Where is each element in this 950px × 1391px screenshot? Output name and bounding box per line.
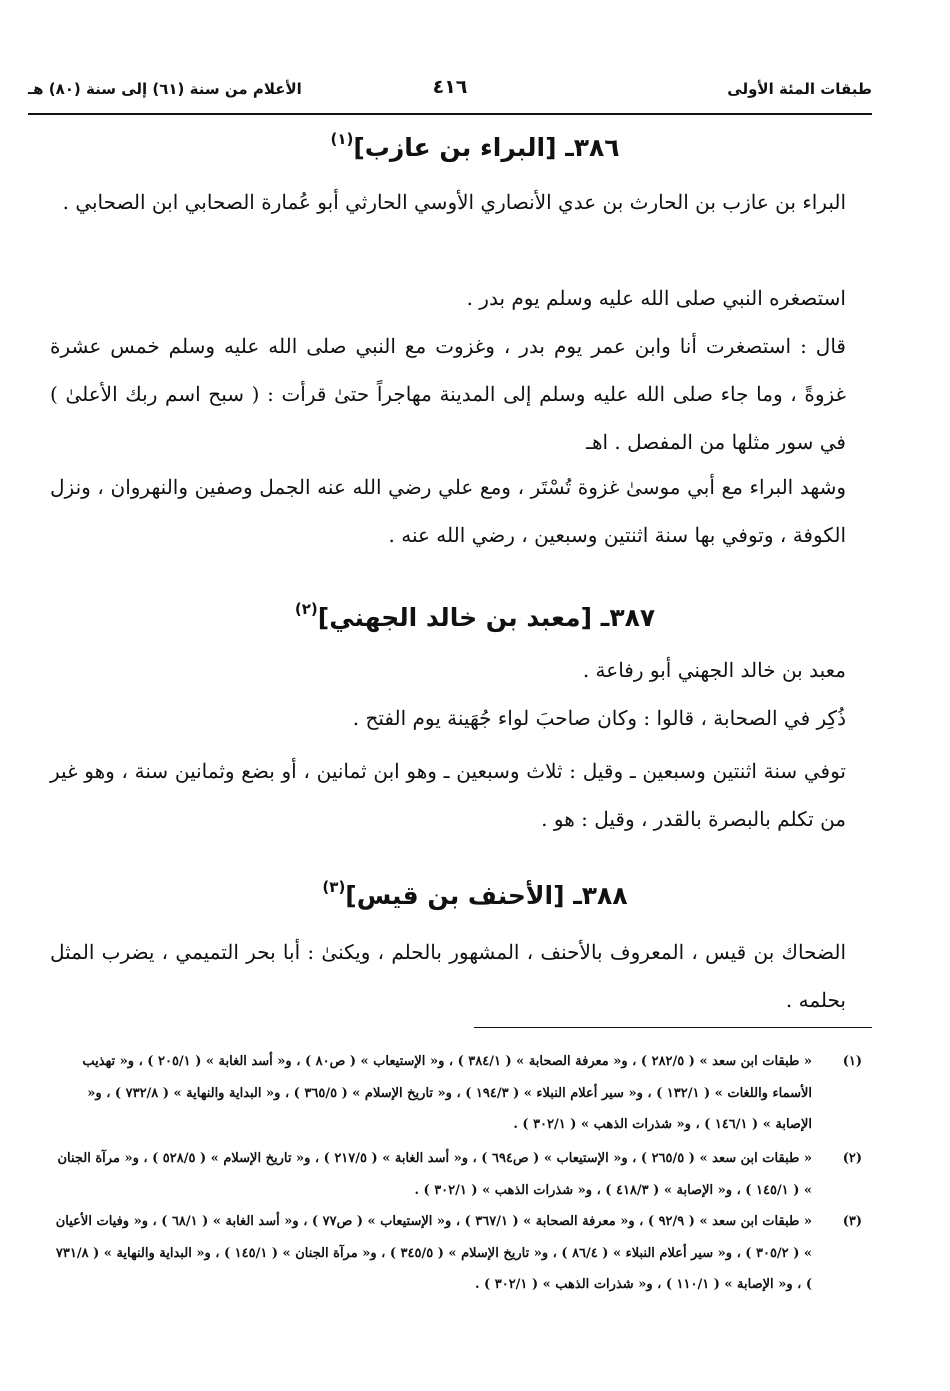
- footnote-2: [50, 1143, 862, 1206]
- footnote-text: « طبقات ابن سعد » ( ٩٢/٩ ) ، و« معرفة الصحابة » ( ٣٦٧/١ ) ، و« الإستيعاب » ( ص٧٧ ) ، و« أسد الغابة » ( ٦٨/١ ) ، و« وفيات الأعيان » ( ٣٠٥/٢ ) ، و« سير أعلام النبلاء » ( ٨٦/٤ ) ، و« تاريخ الإسلام » ( ٣٤٥/٥ ) ، و« مرآة الجنان » ( ١٤٥/١ ) ، و« البداية والنهاية » ( ٧٣١/٨ ) ، و« الإصابة » ( ١١٠/١ ) ، و« شذرات الذهب » ( ٣٠٢/١ ) .: [55, 1214, 812, 1292]
- entry-title: ٣٨٧ـ [معبد بن خالد الجهني]: [317, 603, 656, 632]
- footnote-number: (١): [842, 1054, 862, 1069]
- entry-paragraph: ذُكِر في الصحابة ، قالوا : وكان صاحبَ لواء جُهَينة يوم الفتح .: [352, 706, 846, 730]
- entry-title: ٣٨٦ـ [البراء بن عازب]: [353, 133, 620, 162]
- book-title-header: طبقات المئة الأولى: [727, 80, 872, 98]
- running-header: [28, 74, 872, 110]
- entry-paragraph: استصغره النبي صلى الله عليه وسلم يوم بدر .: [466, 286, 846, 310]
- entry-heading-388: [60, 878, 890, 910]
- entry-heading-387: [60, 600, 890, 632]
- footnote-number: (٢): [842, 1151, 862, 1166]
- entry-paragraph: قال : استصغرت أنا وابن عمر يوم بدر ، وغزوت مع النبي صلى الله عليه وسلم خمس عشرة غزوةً ، وما جاء صلى الله عليه وسلم إلى المدينة مهاجراً حتىٰ قرأت : ( سبح اسم ربك الأعلىٰ ) في سور مثلها من المفصل . اهـ: [50, 334, 846, 454]
- entry-paragraph: البراء بن عازب بن الحارث بن عدي الأنصاري الأوسي الحارثي أبو عُمارة الصحابي ابن الصحابي .: [62, 190, 846, 214]
- page-number: ٤١٦: [432, 76, 468, 98]
- footnote-separator: [474, 1027, 872, 1028]
- footnote-marker: (٢): [294, 600, 318, 618]
- footnote-text: « طبقات ابن سعد » ( ٢٨٢/٥ ) ، و« معرفة الصحابة » ( ٣٨٤/١ ) ، و« الإستيعاب » ( ص٨٠ ) ، و« أسد الغابة » ( ٢٠٥/١ ) ، و« تهذيب الأسماء واللغات » ( ١٣٢/١ ) ، و« سير أعلام النبلاء » ( ١٩٤/٣ ) ، و« تاريخ الإسلام » ( ٣٦٥/٥ ) ، و« البداية والنهاية » ( ٧٣٢/٨ ) ، و« الإصابة » ( ١٤٦/١ ) ، و« شذرات الذهب » ( ٣٠٢/١ ) .: [82, 1054, 812, 1132]
- footnote-3: [50, 1206, 862, 1301]
- entry-title: ٣٨٨ـ [الأحنف بن قيس]: [345, 881, 628, 910]
- entry-paragraph: توفي سنة اثنتين وسبعين ـ وقيل : ثلاث وسبعين ـ وهو ابن ثمانين ، أو بضع وثمانين سنة ، وهو غير من تكلم بالبصرة بالقدر ، وقيل : هو .: [50, 759, 846, 831]
- footnote-number: (٣): [842, 1214, 862, 1229]
- entry-paragraph: وشهد البراء مع أبي موسىٰ غزوة تُسْتَر ، ومع علي رضي الله عنه الجمل وصفين والنهروان ، ونزل الكوفة ، وتوفي بها سنة اثنتين وسبعين ، رضي الله عنه .: [50, 475, 846, 547]
- footnote-text: « طبقات ابن سعد » ( ٢٦٥/٥ ) ، و« الإستيعاب » ( ص٦٩٤ ) ، و« أسد الغابة » ( ٢١٧/٥ ) ، و« تاريخ الإسلام » ( ٥٢٨/٥ ) ، و« مرآة الجنان » ( ١٤٥/١ ) ، و« الإصابة » ( ٤١٨/٣ ) ، و« شذرات الذهب » ( ٣٠٢/١ ) .: [57, 1151, 812, 1198]
- header-rule: [28, 113, 872, 115]
- footnote-marker: (١): [330, 130, 354, 148]
- footnote-1: [50, 1046, 862, 1141]
- entry-paragraph: معبد بن خالد الجهني أبو رفاعة .: [582, 658, 846, 682]
- entry-paragraph: الضحاك بن قيس ، المعروف بالأحنف ، المشهور بالحلم ، ويكنىٰ : أبا بحر التميمي ، يضرب المثل بحلمه .: [50, 940, 846, 1012]
- section-range-header: الأعلام من سنة (٦١) إلى سنة (٨٠) هـ: [28, 80, 302, 98]
- footnote-marker: (٣): [322, 878, 346, 896]
- entry-heading-386: [60, 130, 890, 162]
